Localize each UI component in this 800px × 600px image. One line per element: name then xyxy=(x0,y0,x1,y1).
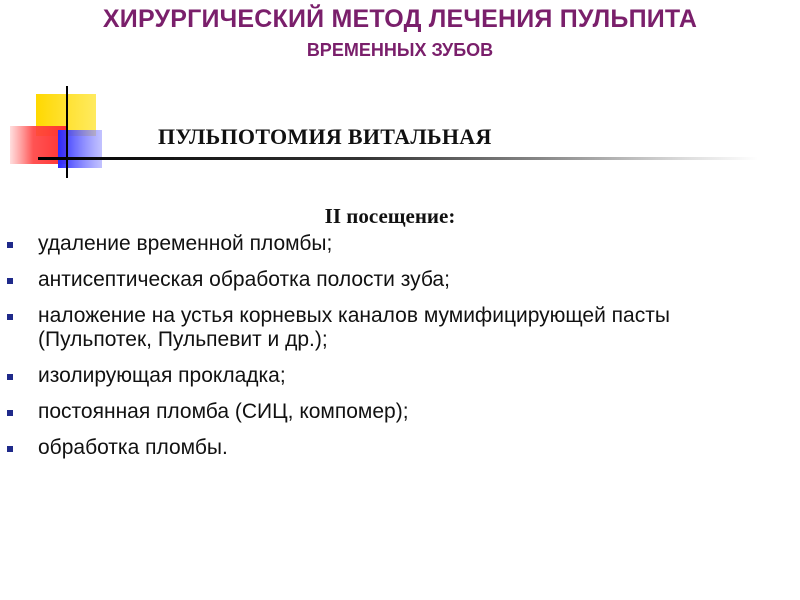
list-item xyxy=(0,436,760,460)
slide-title xyxy=(0,4,800,62)
deco-blue-square xyxy=(58,130,102,168)
square-bullet-icon xyxy=(7,242,13,248)
list-item xyxy=(0,304,760,352)
square-bullet-icon xyxy=(7,278,13,284)
square-bullet-icon xyxy=(7,410,13,416)
list-item xyxy=(0,268,760,292)
list-item-text: изолирующая прокладка; xyxy=(38,364,286,387)
list-item-text: антисептическая обработка полости зуба; xyxy=(38,268,450,291)
visit-heading: II посещение: xyxy=(324,204,456,228)
list-item xyxy=(0,364,760,388)
section-subtitle: ПУЛЬПОТОМИЯ ВИТАЛЬНАЯ xyxy=(158,124,492,149)
list-item-text: постоянная пломба (СИЦ, компомер); xyxy=(38,400,409,423)
list-item-text: наложение на устья корневых каналов мумифицирующей пасты (Пульпотек, Пульпевит и др.); xyxy=(38,304,670,351)
decorative-squares-graphic xyxy=(0,80,130,190)
square-bullet-icon xyxy=(7,374,13,380)
square-bullet-icon xyxy=(7,314,13,320)
list-item-text: обработка пломбы. xyxy=(38,436,228,459)
list-item xyxy=(0,400,760,424)
slide-title-line1: ХИРУРГИЧЕСКИЙ МЕТОД ЛЕЧЕНИЯ ПУЛЬПИТА xyxy=(102,5,698,33)
slide-title-line2: ВРЕМЕННЫХ ЗУБОВ xyxy=(306,40,494,60)
list-item xyxy=(0,232,760,256)
procedure-list xyxy=(0,232,760,472)
square-bullet-icon xyxy=(7,446,13,452)
list-item-text: удаление временной пломбы; xyxy=(38,232,333,255)
divider-line xyxy=(38,157,758,160)
